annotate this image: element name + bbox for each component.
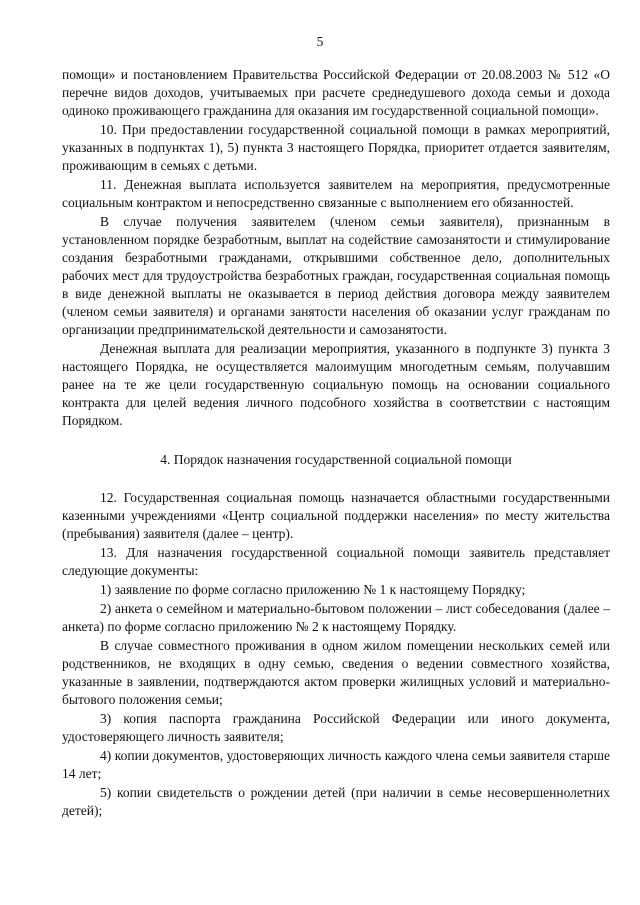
paragraph: В случае совместного проживания в одном жилом помещении нескольких семей или родственников, не входящих в одну семью, сведения о ведении совместного хозяйства, указанные в заявлении, подтверждаются актом проверки жилищных условий и материально-бытового положения семьи; <box>62 638 610 707</box>
paragraph: В случае получения заявителем (членом семьи заявителя), признанным в установленном порядке безработным, выплат на содействие самозанятости и стимулирование создания безработными гражданами, открывшими собственное дело, дополнительных рабочих мест для трудоустройства безработных граждан, государственная социальная помощь в виде денежной выплаты не оказывается в период действия договора между заявителем (членом семьи заявителя) и органами занятости населения об оказании услуг гражданам по организации предпринимательской деятельности и самозанятости. <box>62 214 610 337</box>
paragraph: помощи» и постановлением Правительства Российской Федерации от 20.08.2003 № 512 «О перечне видов доходов, учитываемых при расчете среднедушевого дохода семьи и дохода одиноко проживающего гражданина для оказания им государственной социальной помощи». <box>62 67 610 118</box>
list-item: 4) копии документов, удостоверяющих личность каждого члена семьи заявителя старше 14 лет; <box>62 748 610 781</box>
paragraph: 10. При предоставлении государственной социальной помощи в рамках мероприятий, указанных в подпунктах 1), 5) пункта 3 настоящего Порядка, приоритет отдается заявителям, проживающим в семьях с детьми. <box>62 122 610 173</box>
document-body <box>62 66 610 821</box>
paragraph: 12. Государственная социальная помощь назначается областными государственными казенными учреждениями «Центр социальной поддержки населения» по месту жительства (пребывания) заявителя (далее – центр). <box>62 490 610 541</box>
list-item: 5) копии свидетельств о рождении детей (при наличии в семье несовершеннолетних детей); <box>62 785 610 818</box>
list-item: 2) анкета о семейном и материально-бытовом положении – лист собеседования (далее – анкета) по форме согласно приложению № 2 к настоящему Порядку. <box>62 601 610 634</box>
list-item: 3) копия паспорта гражданина Российской Федерации или иного документа, удостоверяющего личность заявителя; <box>62 711 610 744</box>
section-heading: 4. Порядок назначения государственной социальной помощи <box>160 452 512 467</box>
paragraph: 11. Денежная выплата используется заявителем на мероприятия, предусмотренные социальным контрактом и непосредственно связанные с выполнением его обязанностей. <box>62 177 610 210</box>
page-number: 5 <box>316 34 324 49</box>
paragraph: Денежная выплата для реализации мероприятия, указанного в подпункте 3) пункта 3 настоящего Порядка, не осуществляется малоимущим многодетным семьям, получавшим ранее на те же цели государственную социальную помощь на основании социального контракта для целей ведения личного подсобного хозяйства в соответствии с настоящим Порядком. <box>62 341 610 428</box>
paragraph: 13. Для назначения государственной социальной помощи заявитель представляет следующие документы: <box>62 545 610 578</box>
list-item: 1) заявление по форме согласно приложению № 1 к настоящему Порядку; <box>100 582 526 597</box>
